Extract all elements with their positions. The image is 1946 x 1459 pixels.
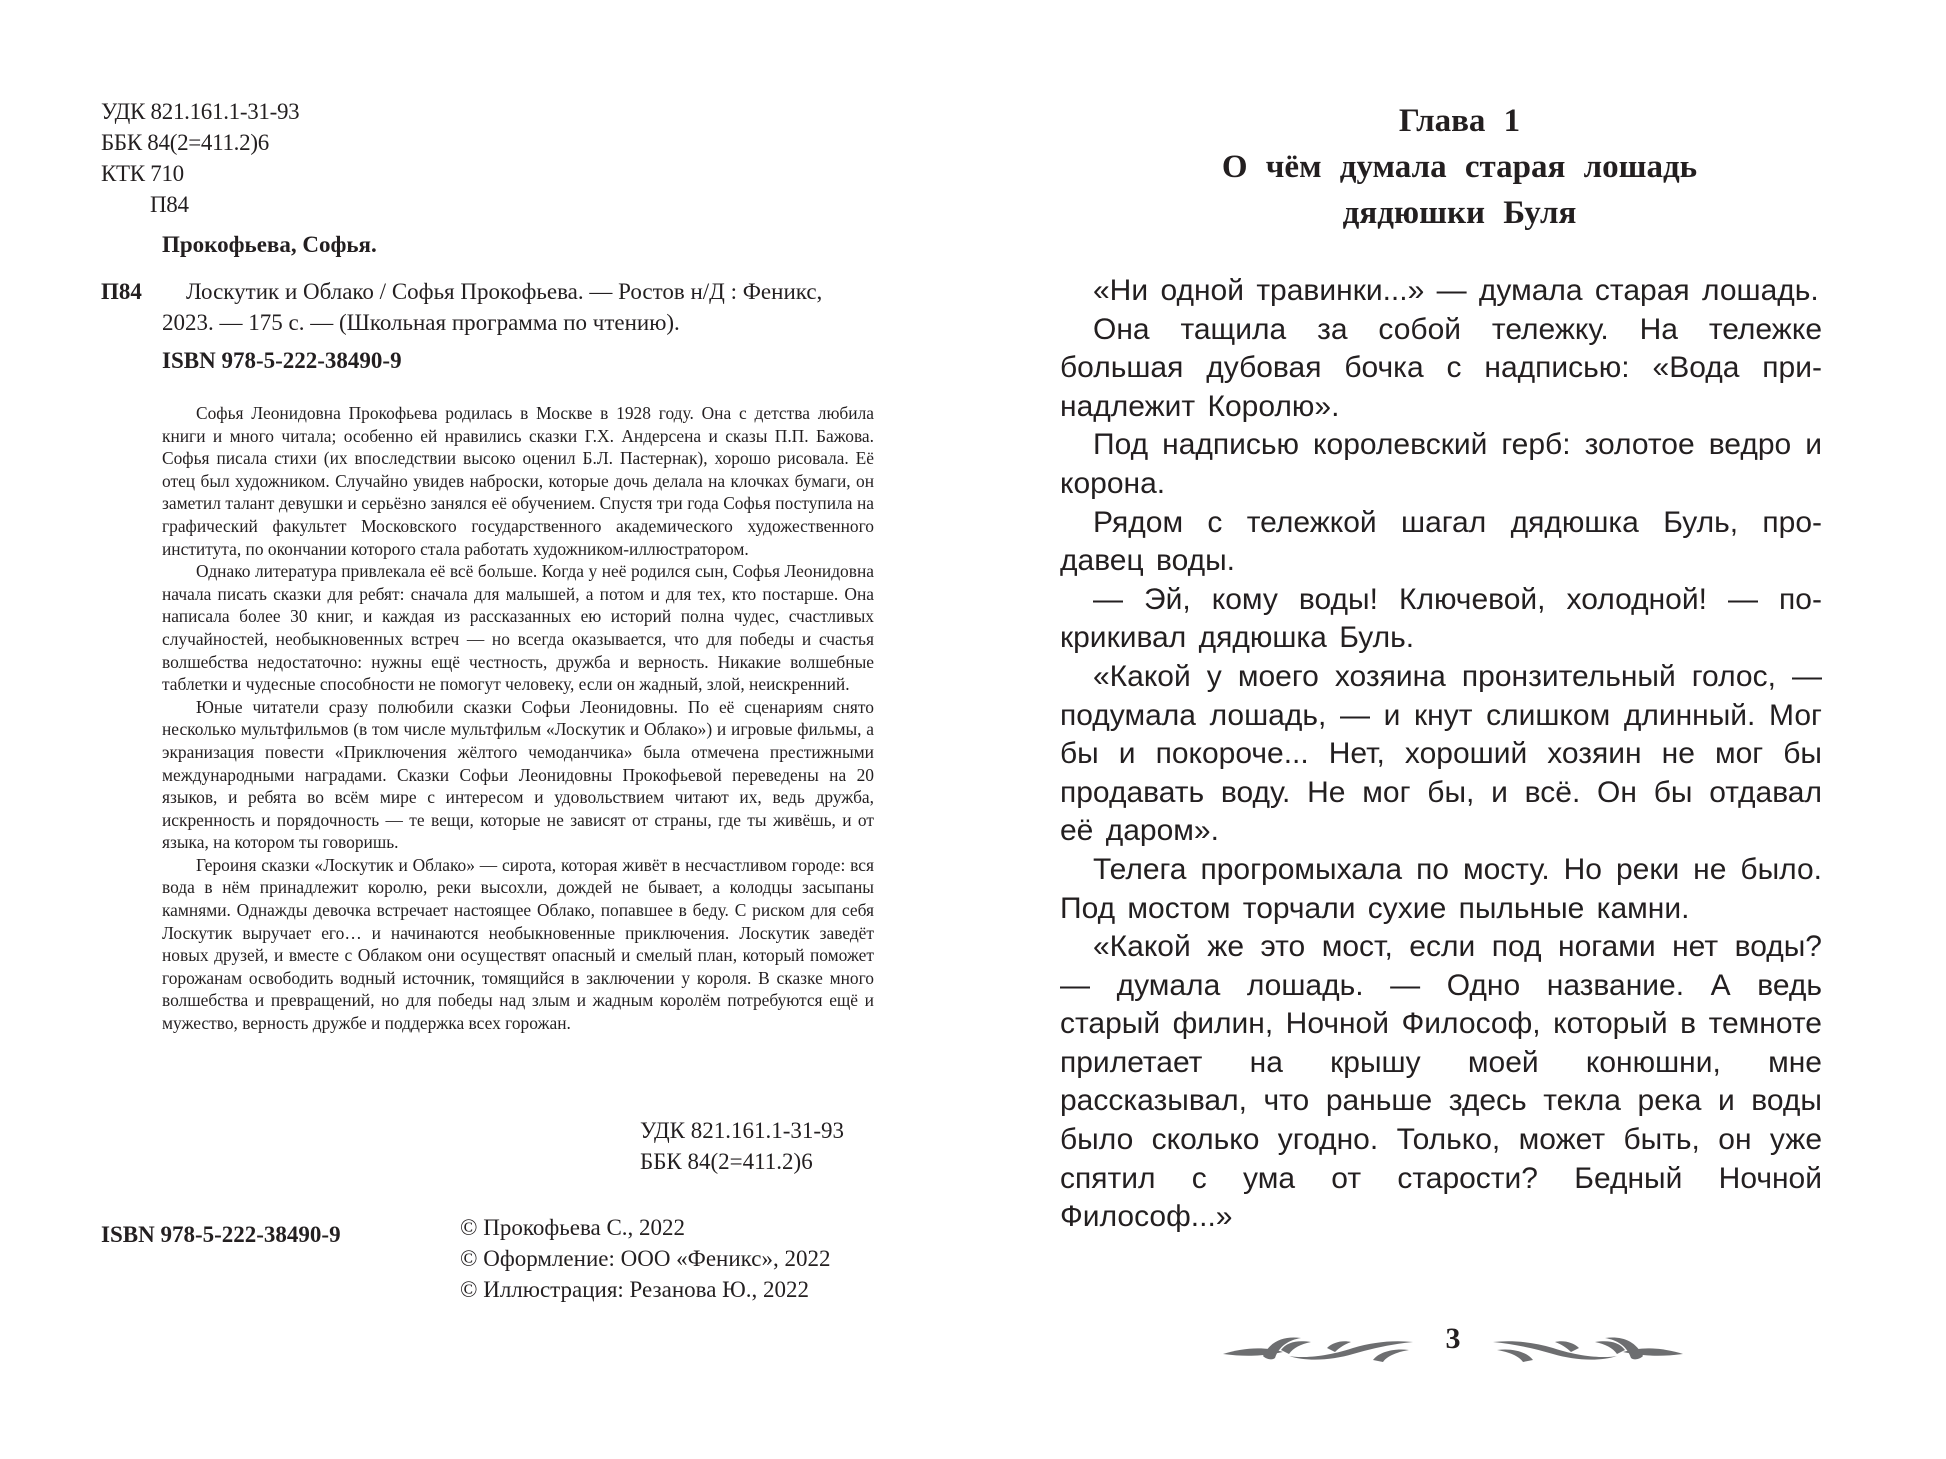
story-paragraph: «Ни одной травинки...» — думала старая лошадь. [1093,274,1819,307]
udk-code: УДК 821.161.1-31-93 [101,99,300,124]
story-paragraph: Телега прогромыхала по мосту. Но реки не было. Под мостом торчали сухие пыльные камни. [1060,852,1822,925]
copyright-line: © Прокофьева С., 2022 [460,1215,686,1240]
biblio-line-1: Лоскутик и Облако / Софья Прокофьева. — Ростов н/Д : Феникс, [186,279,823,304]
story-paragraph: — Эй, кому воды! Ключевой, холодной! — покрикивал дядюшка Буль. [1060,582,1822,655]
chapter-heading [973,98,1946,236]
biblio-line-2: 2023. — 175 с. — (Школьная программа по чтению). [162,310,680,335]
right-page-chapter [973,0,1946,1459]
author-sign-mark: П84 [101,279,142,304]
bbk-code: ББК 84(2=411.2)6 [640,1149,813,1174]
annotation-paragraph: Героиня сказки «Лоскутик и Облако» — сирота, которая живёт в несчастливом городе: вся вода в нём принадлежит королю, реки высохли, дождей не бывает, а колодцы засыпаны камнями. Однажды девочка встречает настоящее Облако, попавшее в беду. С риском для себя Лоскутик выручает его… и начинаются необыкновенные приключения. Лоскутик заведёт новых друзей, и вместе с Облаком они осуществят опасный и смелый план, который поможет горожанам освободить водный источник, томящийся в заключении у короля. В сказке много волшебства и превращений, но для победы над злым и жадным королём потребуются ещё и мужество, верность дружбе и поддержка всех горожан. [162,854,874,1034]
classification-codes-bottom [640,1115,844,1177]
bibliographic-record [101,276,875,338]
ktk-code: КТК 710 [101,161,184,186]
story-paragraph: «Какой же это мост, если под ногами нет воды? — думала лошадь. — Одно название. А ведь старый филин, Ночной Философ, который в темноте прилетает на крышу моей конюшни, мне рассказывал, что раньше здесь текла река и воды было сколько угодно. Только, может быть, он уже спятил с ума от старости? Бедный Ночной Философ...» [1060,930,1822,1234]
chapter-label: Глава 1 [1398,103,1521,139]
bbk-code: ББК 84(2=411.2)6 [101,130,269,155]
annotation-paragraph: Однако литература привлекала её всё больше. Когда у неё родился сын, Софья Леонидовна начала писать сказки для ребят: сначала для малышей, а потом и для тех, кто постарше. Она написала более 30 книг, и каждая из рассказанных ею историй полна чудес, счастливых случайностей, необыкновенных встреч — но всегда оказывается, что для победы и счастья волшебства недостаточно: нужны ещё честность, дружба и верность. Никакие волшебные таблетки и чудесные способности не помогут человеку, если он жадный, злой, неискренний. [162,561,874,695]
classification-codes [101,96,299,220]
author-heading: Прокофьева, Софья. [162,232,377,257]
annotation-paragraph: Юные читатели сразу полюбили сказки Софьи Леонидовны. По её сценариям снято несколько мультфильмов (в том числе мультфильм «Лоскутик и Облако») и игровые фильмы, а экранизация повести «Приключения жёлтого чемоданчика» была отмечена престижными международными наградами. Сказки Софьи Леонидовны Прокофьевой переведены на 20 языков, и ребята во всём мире с интересом и удовольствием читают их, ведь дружба, искренность и порядочность — те вещи, которые не зависят от страны, где ты живёшь, и от языка, на котором ты говоришь. [162,696,874,853]
story-paragraph: Под надписью королевский герб: золотое ведро и корона. [1060,428,1822,500]
annotation-paragraph: Софья Леонидовна Прокофьева родилась в Москве в 1928 году. Она с детства любила книги и много читала; особенно ей нравились сказки Г.Х. Андерсена и сказы П.П. Бажова. Софья писала стихи (их впоследствии высоко оценил Б.Л. Пастернак), хорошо рисовала. Её отец был художником. Случайно увидев наброски, которые дочь делала на клочках бумаги, он заметил талант девушки и серьёзно занялся её обучением. Спустя три года Софья поступила на графический факультет Московского государственного академического художественного института, по окончании которого стала работать художником-иллюстратором. [162,403,874,559]
story-paragraph: Она тащила за собой тележку. На тележке большая дубовая бочка с надписью: «Вода принадлежит Королю». [1060,312,1822,423]
copyright-notices [460,1212,830,1305]
chapter-title-line: О чём думала старая лошадь [1221,149,1698,185]
author-sign: П84 [150,192,189,217]
udk-code: УДК 821.161.1-31-93 [640,1118,845,1143]
story-paragraph: «Какой у моего хозяина пронзительный голос, — подумала лошадь, — и кнут слишком длинный. Мог бы и покороче... Нет, хороший хозяин не мог бы продавать воду. Не мог бы, и всё. Он бы отдавал её даром». [1060,659,1822,848]
copyright-line: © Иллюстрация: Резанова Ю., 2022 [460,1277,810,1302]
page-number: 3 [1445,1322,1461,1355]
flourish-ornament-icon [1483,1330,1683,1364]
copyright-line: © Оформление: ООО «Феникс», 2022 [460,1246,831,1271]
isbn-bottom: ISBN 978-5-222-38490-9 [101,1222,341,1247]
page-footer [1223,1322,1683,1366]
story-paragraph: Рядом с тележкой шагал дядюшка Буль, продавец воды. [1060,505,1822,578]
chapter-title-line: дядюшки Буля [1342,195,1577,231]
annotation [162,402,874,1035]
isbn: ISBN 978-5-222-38490-9 [162,348,402,373]
story-text [1060,272,1822,1237]
